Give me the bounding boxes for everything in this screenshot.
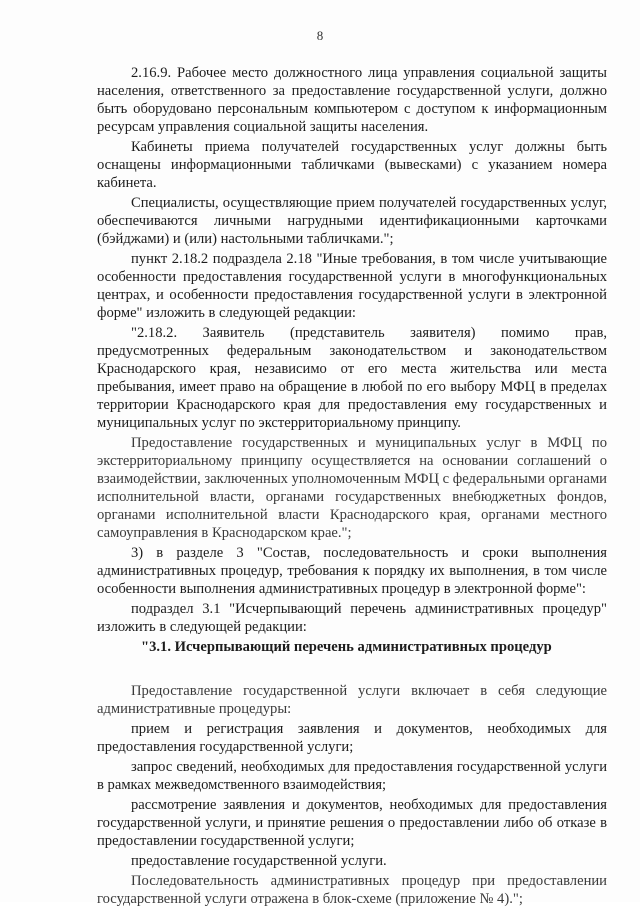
paragraph-workplace: 2.16.9. Рабочее место должностного лица управления социальной защиты населения, ответственного за предоставление государственной услуги, должно быть оборудовано персональным компьютером с доступом к информационным ресурсам управления социальной защиты населения. [97,65,607,135]
list-item-reception: прием и регистрация заявления и документов, необходимых для предоставления государственной услуги; [97,721,607,755]
list-item-provision: предоставление государственной услуги. [131,853,387,869]
section-heading-3-1: "3.1. Исчерпывающий перечень административных процедур [141,639,552,655]
paragraph-applicant-rights: "2.18.2. Заявитель (представитель заявителя) помимо прав, предусмотренных федеральным законодательством и законодательством Краснодарского края, независимо от его места жительства или места пребывания, имеет право на обращение в любой по его выбору МФЦ в пределах территории Краснодарского края для предоставления ему государственных и муниципальных услуг по экстерриториальному принципу. [97,325,607,431]
paragraph-extraterritorial: Предоставление государственных и муниципальных услуг в МФЦ по экстерриториальному принципу осуществляется на основании соглашений о взаимодействии, заключенных уполномоченным МФЦ с федеральными органами исполнительной власти, органами государственных внебюджетных фондов, органами исполнительной власти Краснодарского края, органами местного самоуправления в Краснодарском крае."; [97,435,607,541]
paragraph-point-2-18-2: пункт 2.18.2 подраздела 2.18 "Иные требования, в том числе учитывающие особенности предоставления государственной услуги в многофункциональных центрах, и особенности предоставления государственной услуги в электронной форме" изложить в следующей редакции: [97,251,607,321]
paragraph-specialists: Специалисты, осуществляющие прием получателей государственных услуг, обеспечиваются личными нагрудными идентификационными карточками (бэйджами) и (или) настольными табличками."; [97,195,607,247]
paragraph-sequence: Последовательность административных процедур при предоставлении государственной услуги отражена в блок-схеме (приложение № 4)."; [97,873,607,907]
paragraph-subsection-3-1: подраздел 3.1 "Исчерпывающий перечень административных процедур" изложить в следующей редакции: [97,601,607,635]
list-item-request: запрос сведений, необходимых для предоставления государственной услуги в рамках межведомственного взаимодействия; [97,759,607,793]
paragraph-procedures-intro: Предоставление государственной услуги включает в себя следующие административные процедуры: [97,683,607,717]
paragraph-offices: Кабинеты приема получателей государственных услуг должны быть оснащены информационными табличками (вывесками) с указанием номера кабинета. [97,139,607,191]
list-item-review: рассмотрение заявления и документов, необходимых для предоставления государственной услуги, и принятие решения о предоставлении либо об отказе в предоставлении государственной услуги; [97,797,607,849]
paragraph-section-3: 3) в разделе 3 "Состав, последовательность и сроки выполнения административных процедур, требования к порядку их выполнения, в том числе особенности выполнения административных процедур в электронной форме": [97,545,607,597]
document-body [97,64,607,910]
page-number: 8 [316,28,324,43]
